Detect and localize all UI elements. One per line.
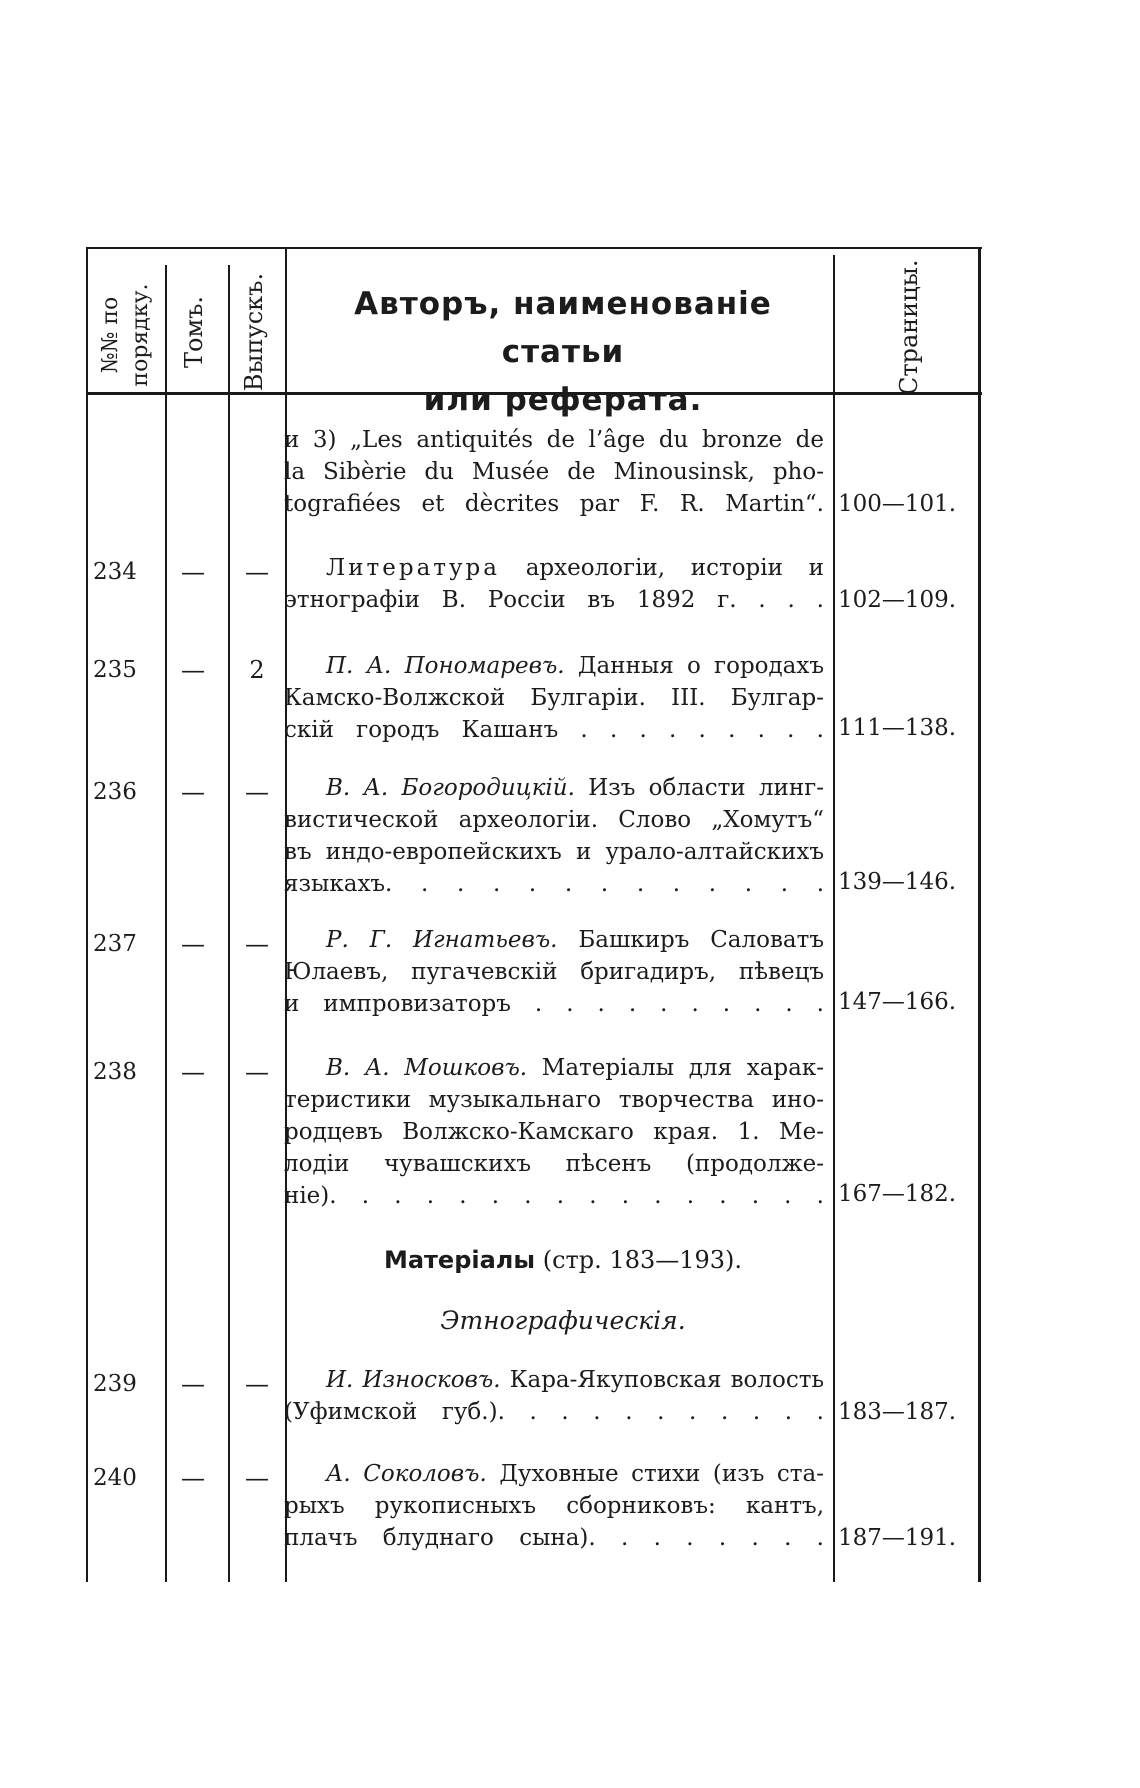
row-description (284, 650, 824, 746)
row-description (284, 1458, 824, 1554)
row-description (284, 1364, 824, 1428)
description-line: теристики музыкальнаго творчества ино- (284, 1087, 824, 1113)
row-description (284, 924, 824, 1020)
table-top-rule (86, 247, 982, 249)
description-line: la Sibèrie du Musée de Minousinsk, pho- (284, 459, 824, 485)
description-line: и импровизаторъ . . . . . . . . . . (284, 991, 824, 1017)
description-line: скій городъ Кашанъ . . . . . . . . . (284, 717, 824, 743)
header-pages-label: Страницы. (895, 259, 923, 395)
row-issue: — (245, 1464, 269, 1492)
header-volume-column (179, 272, 213, 392)
author-name: В. А. Богородицкій. (326, 775, 575, 801)
header-number-column (96, 265, 156, 405)
column-rule-volume (228, 265, 230, 1582)
description-text: Матеріалы для харак- (527, 1055, 825, 1081)
author-name: Р. Г. Игнатьевъ. (326, 927, 558, 953)
row-pages: 183—187. (838, 1399, 957, 1425)
row-issue: — (245, 1058, 269, 1086)
row-number: 236 (93, 779, 137, 805)
description-line: и 3) „Les antiquités de l’âge du bronze de (284, 427, 824, 453)
row-pages: 187—191. (838, 1525, 957, 1551)
description-text: Кара-Якуповская волость (500, 1367, 824, 1393)
row-volume: — (181, 656, 205, 684)
row-volume: — (181, 778, 205, 806)
description-line: рыхъ рукописныхъ сборниковъ: кантъ, (284, 1493, 824, 1519)
row-volume: — (181, 1058, 205, 1086)
row-volume: — (181, 1370, 205, 1398)
description-line (284, 924, 824, 956)
description-line: въ индо-европейскихъ и урало-алтайскихъ (284, 839, 824, 865)
column-rule-pages (833, 255, 835, 1582)
row-issue: — (245, 930, 269, 958)
header-title-column (293, 280, 833, 424)
description-line: tografiées et dècrites par F. R. Martin“. (284, 491, 824, 517)
description-line (284, 772, 824, 804)
column-rule-right (978, 247, 981, 1582)
header-pages-column (894, 259, 928, 395)
row-pages: 147—166. (838, 989, 957, 1015)
row-description (284, 424, 824, 520)
description-line: родцевъ Волжско-Камскаго края. 1. Ме- (284, 1119, 824, 1145)
description-line: ніе). . . . . . . . . . . . . . . . (284, 1183, 824, 1209)
row-pages: 102—109. (838, 587, 957, 613)
row-number: 234 (93, 559, 137, 585)
row-number: 235 (93, 657, 137, 683)
description-text: Данныя о городахъ (564, 653, 824, 679)
description-line: вистической археологіи. Слово „Хомутъ“ (284, 807, 824, 833)
row-volume: — (181, 558, 205, 586)
description-text: Башкиръ Саловатъ (557, 927, 824, 953)
header-number-label: №№ по порядку. (98, 283, 153, 387)
author-name: В. А. Мошковъ. (326, 1055, 528, 1081)
description-line (284, 650, 824, 682)
row-issue: — (245, 1370, 269, 1398)
header-issue-label: Выпускъ. (240, 272, 268, 392)
column-rule-number (165, 265, 167, 1582)
header-title-line1: Авторъ, наименованіе статьи (354, 286, 772, 370)
description-line: плачъ блуднаго сына). . . . . . . . (284, 1525, 824, 1551)
row-pages: 100—101. (838, 491, 957, 517)
header-issue-column (239, 262, 273, 402)
row-issue: — (245, 778, 269, 806)
description-text: Духовные стихи (изъ ста- (486, 1461, 824, 1487)
description-text: Изъ области линг- (574, 775, 824, 801)
description-line: Юлаевъ, пугачевскій бригадиръ, пѣвецъ (284, 959, 824, 985)
description-line: языкахъ. . . . . . . . . . . . . (284, 871, 824, 897)
description-line: Камско-Волжской Булгаріи. III. Булгар- (284, 685, 824, 711)
row-issue: 2 (249, 656, 265, 684)
description-line: лодіи чувашскихъ пѣсенъ (продолже- (284, 1151, 824, 1177)
author-name: И. Износковъ. (326, 1367, 501, 1393)
description-line (284, 1052, 824, 1084)
description-line: этнографіи В. Россіи въ 1892 г. . . . (284, 587, 824, 613)
row-description (284, 772, 824, 900)
subsection-title: Этнографическія. (440, 1306, 686, 1335)
row-pages: 167—182. (838, 1181, 957, 1207)
row-description (284, 552, 824, 616)
header-volume-label: Томъ. (180, 295, 208, 369)
section-title (293, 1246, 833, 1274)
row-number: 240 (93, 1465, 137, 1491)
section-title-rest: (стр. 183—193). (535, 1246, 743, 1274)
description-line (284, 552, 824, 584)
row-number: 239 (93, 1371, 137, 1397)
row-pages: 111—138. (838, 715, 957, 741)
description-line (284, 1458, 824, 1490)
row-number: 237 (93, 931, 137, 957)
author-name: П. А. Пономаревъ. (326, 653, 565, 679)
column-rule-left (86, 247, 88, 1582)
row-description (284, 1052, 824, 1212)
description-line (284, 1364, 824, 1396)
row-issue: — (245, 558, 269, 586)
description-text: археологіи, исторіи и (500, 555, 824, 581)
row-pages: 139—146. (838, 869, 957, 895)
row-number: 238 (93, 1059, 137, 1085)
author-name: А. Соколовъ. (326, 1461, 487, 1487)
row-volume: — (181, 930, 205, 958)
description-spaced-word: Литература (326, 555, 500, 581)
header-title-line2: или реферата. (423, 382, 703, 418)
section-title-bold: Матеріалы (383, 1246, 536, 1274)
row-volume: — (181, 1464, 205, 1492)
description-line: (Уфимской губ.). . . . . . . . . . . (284, 1399, 824, 1425)
